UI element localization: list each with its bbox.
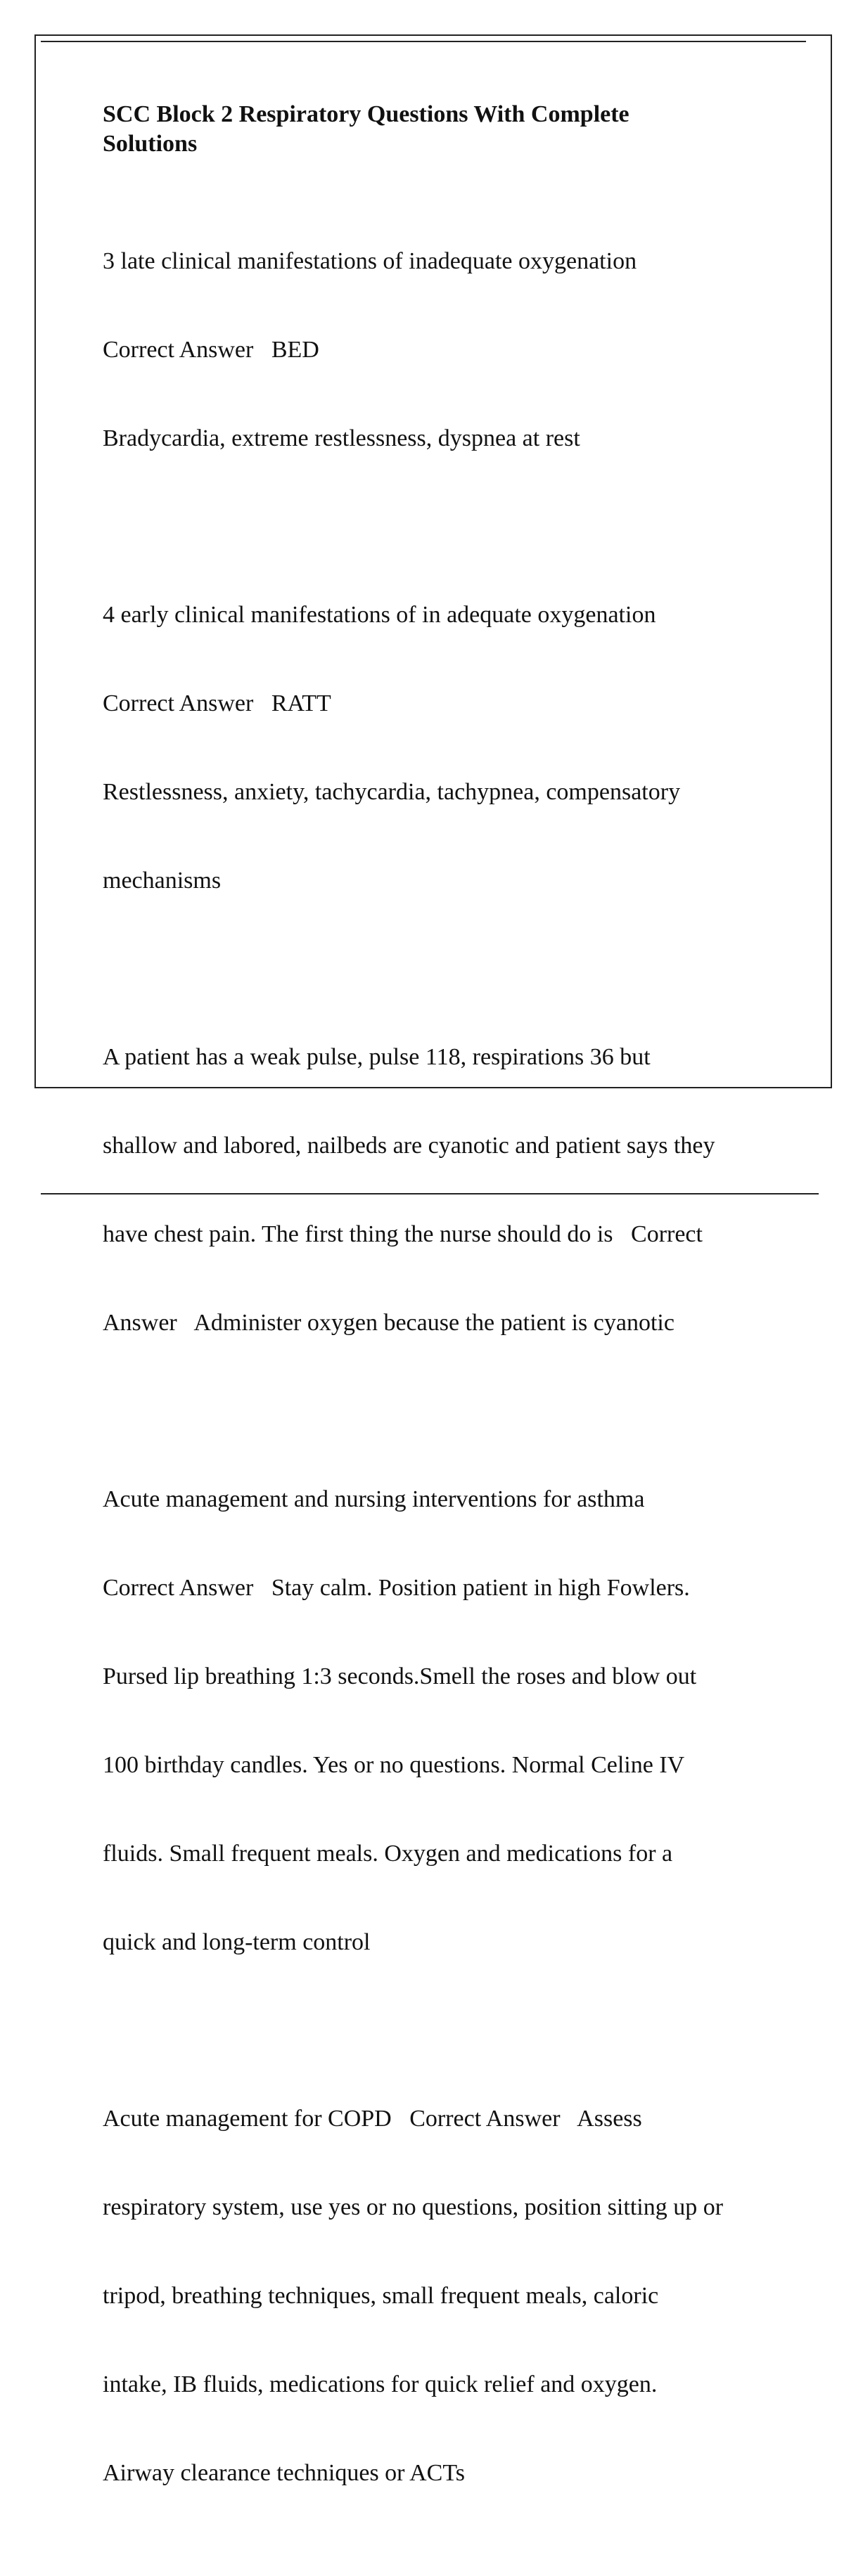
answer-text: fluids. Small frequent meals. Oxygen and medications for a: [103, 1841, 673, 1867]
question-text: A patient has a weak pulse, pulse 118, respirations 36 but: [103, 1044, 651, 1070]
answer-text: Airway clearance techniques or ACTs: [103, 2460, 465, 2486]
question-text: 4 early clinical manifestations of in adequate oxygenation: [103, 602, 656, 628]
document-title: [103, 100, 771, 159]
answer-text: Bradycardia, extreme restlessness, dyspnea at rest: [103, 425, 580, 451]
question-text: Acute management for COPD Correct Answer Assess: [103, 2106, 642, 2132]
qa-item-copd: [103, 2045, 771, 2547]
qa-item-early-manifestations: [103, 541, 771, 955]
answer-text: Correct Answer Stay calm. Position patient in high Fowlers.: [103, 1575, 690, 1601]
question-text: shallow and labored, nailbeds are cyanotic and patient says they: [103, 1133, 715, 1159]
qa-item-cyanotic-patient: [103, 984, 771, 1397]
answer-text: intake, IB fluids, medications for quick relief and oxygen.: [103, 2371, 658, 2397]
qa-item-asthma: [103, 1426, 771, 2016]
answer-text: quick and long-term control: [103, 1929, 371, 1955]
question-text: have chest pain. The first thing the nurse should do is Correct: [103, 1221, 703, 1247]
answer-text: respiratory system, use yes or no questions, position sitting up or: [103, 2194, 724, 2220]
title-line: Solutions: [103, 131, 198, 157]
title-line: SCC Block 2 Respiratory Questions With Complete: [103, 101, 629, 127]
question-text: 3 late clinical manifestations of inadequate oxygenation: [103, 248, 637, 274]
top-rule: [41, 41, 806, 42]
document-body: [103, 100, 771, 2576]
answer-text: Pursed lip breathing 1:3 seconds.Smell the roses and blow out: [103, 1663, 697, 1689]
answer-text: mechanisms: [103, 868, 222, 894]
question-text: Acute management and nursing interventions for asthma: [103, 1486, 645, 1512]
answer-text: Correct Answer RATT: [103, 690, 331, 716]
qa-item-late-manifestations: [103, 188, 771, 513]
answer-text: 100 birthday candles. Yes or no questions. Normal Celine IV: [103, 1752, 685, 1778]
answer-text: Restlessness, anxiety, tachycardia, tachypnea, compensatory: [103, 779, 681, 805]
answer-text: Correct Answer BED: [103, 337, 319, 363]
answer-text: tripod, breathing techniques, small frequent meals, caloric: [103, 2283, 659, 2309]
answer-text: Answer Administer oxygen because the patient is cyanotic: [103, 1310, 674, 1336]
